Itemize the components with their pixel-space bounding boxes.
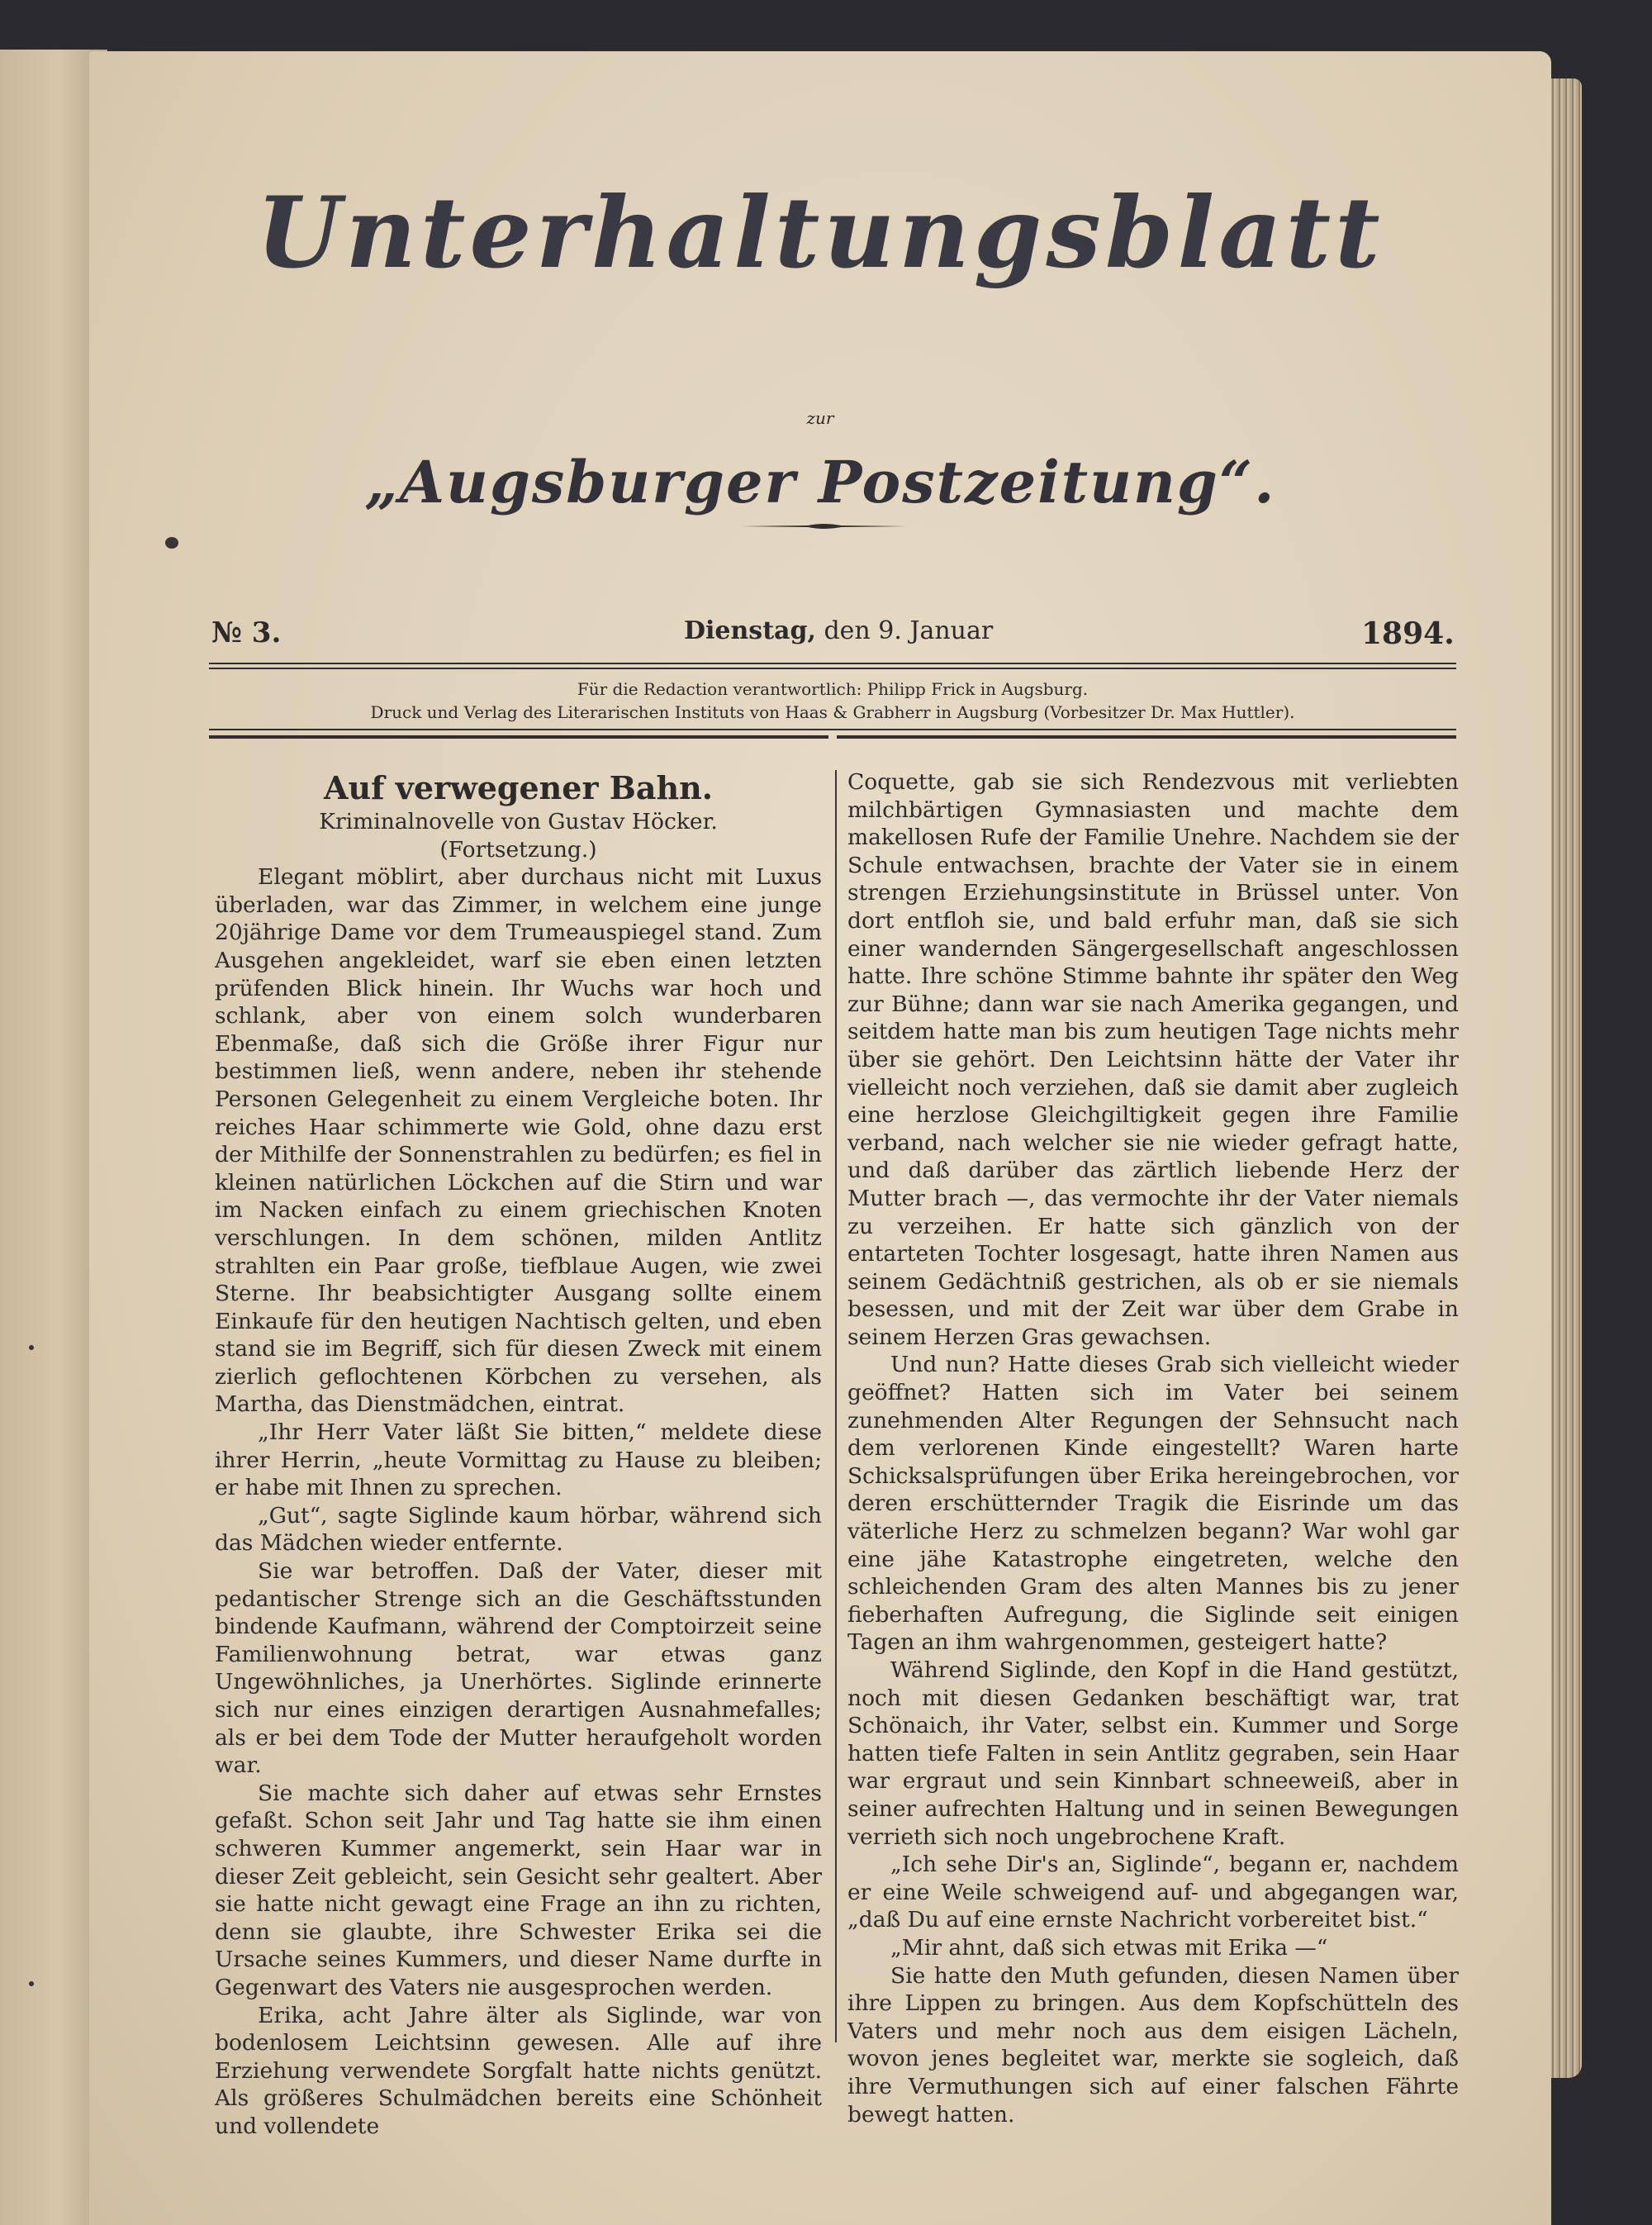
ornament-divider: [742, 521, 907, 532]
column-rule-right: [837, 735, 1456, 739]
issue-year: 1894.: [1361, 616, 1455, 651]
masthead-title: Unterhaltungsblatt: [256, 175, 1384, 290]
issue-date: [684, 616, 993, 645]
masthead-subtitle: „Augsburger Postzeitung“.: [364, 448, 1276, 516]
paragraph: Sie machte sich daher auf etwas sehr Ernstes gefaßt. Schon seit Jahr und Tag hatte sie ihm einen schweren Kummer angemerkt, sein Haar war in dieser Zeit gebleicht, sein Gesicht sehr gealtert. Aber sie hatte nicht gewagt eine Frage an ihn zu richten, denn sie glaubte, ihre Schwester Erika sei die Ursache seines Kummers, und dieser Name durfte in Gegenwart des Vaters nie ausgesprochen werden.: [215, 1780, 822, 2000]
paragraph: Sie war betroffen. Daß der Vater, dieser mit pedantischer Strenge sich an die Geschäftsstunden bindende Kaufmann, während der Comptoirzeit seine Familienwohnung betrat, war etwas ganz Ungewöhnliches, ja Unerhörtes. Siglinde erinnerte sich nur eines einzigen derartigen Ausnahmefalles; als er bei dem Tode der Mutter heraufgeholt worden war.: [215, 1558, 822, 1779]
paragraph: Coquette, gab sie sich Rendezvous mit verliebten milchbärtigen Gymnasiasten und machte dem makellosen Rufe der Familie Unehre. Nachdem sie der Schule entwachsen, brachte der Vater sie in einem strengen Erziehungsinstitute in Brüssel unter. Von dort entfloh sie, und bald erfuhr man, daß sie sich einer wandernden Sängergesellschaft angeschlossen hatte. Ihre schöne Stimme bahnte ihr später den Weg zur Bühne; dann war sie nach Amerika gegangen, und seitdem hatte man bis zum heutigen Tage nichts mehr über sie gehört. Den Leichtsinn hätte der Vater ihr vielleicht noch verziehen, daß sie damit aber zugleich eine herzlose Gleichgiltigkeit gegen ihre Familie verband, nach welcher sie nie wieder gefragt hatte, und daß darüber das zärtlich liebende Herz der Mutter brach —, das vermochte ihr der Vater niemals zu verzeihen. Er hatte sich gänzlich von der entarteten Tochter losgesagt, hatte ihren Namen aus seinem Gedächtniß gestrichen, als ob er sie niemals besessen, und mit der Zeit war über dem Grabe in seinem Herzen Gras gewachsen.: [847, 769, 1459, 1350]
paragraph: Und nun? Hatte dieses Grab sich vielleicht wieder geöffnet? Hatten sich im Vater bei seinem zunehmenden Alter Regungen der Sehnsucht nach dem verlorenen Kinde eingestellt? Waren harte Schicksalsprüfungen über Erika hereingebrochen, vor deren erschütternder Tragik die Eisrinde um das väterliche Herz zu schmelzen begann? War wohl gar eine jähe Katastrophe eingetreten, welche den schleichenden Gram des alten Mannes bis zu jener fieberhaften Aufregung, die Siglinde seit einigen Tagen an ihm wahrgenommen, gesteigert hatte?: [847, 1352, 1459, 1656]
publisher-credit: Druck und Verlag des Literarischen Instituts von Haas & Grabherr in Augsburg (Vorbesitzer Dr. Max Huttler).: [370, 702, 1295, 722]
masthead-zur: zur: [806, 408, 834, 428]
paragraph: „Gut“, sagte Siglinde kaum hörbar, während sich das Mädchen wieder entfernte.: [215, 1502, 822, 1557]
column-rule-left: [209, 735, 828, 739]
paragraph: „Mir ahnt, daß sich etwas mit Erika —“: [890, 1934, 1328, 1961]
column-divider: [835, 770, 837, 2042]
story-subtitle: Kriminalnovelle von Gustav Höcker.: [319, 809, 718, 834]
editor-credit: Für die Redaction verantwortlich: Philipp Frick in Augsburg.: [577, 679, 1089, 699]
issue-number: № 3.: [211, 616, 282, 649]
issue-weekday: Dienstag,: [684, 616, 816, 645]
paragraph: Elegant möblirt, aber durchaus nicht mit Luxus überladen, war das Zimmer, in welchem eine junge 20jährige Dame vor dem Trumeauspiegel stand. Zum Ausgehen angekleidet, warf sie eben einen letzten prüfenden Blick hinein. Ihr Wuchs war hoch und schlank, aber von einem solch wunderbaren Ebenmaße, daß sich die Größe ihrer Figur nur bestimmen ließ, wenn andere, neben ihr stehende Personen Gelegenheit zu einem Vergleiche boten. Ihr reiches Haar schimmerte wie Gold, ohne dazu erst der Mithilfe der Sonnenstrahlen zu bedürfen; es fiel in kleinen natürlichen Löckchen auf die Stirn und war im Nacken einfach zu einem griechischen Knoten verschlungen. In dem schönen, milden Antlitz strahlten ein Paar große, tiefblaue Augen, wie zwei Sterne. Ihr beabsichtigter Ausgang sollte einem Einkaufe für den heutigen Nachtisch gelten, und eben stand sie im Begriff, sich für diesen Zweck mit einem zierlich geflochtenen Körbchen zu versehen, als Martha, das Dienstmädchen, eintrat.: [215, 864, 822, 1418]
margin-dot: [29, 1345, 34, 1350]
issue-day: den 9. Januar: [824, 616, 994, 645]
newspaper-page: [89, 51, 1551, 2225]
ink-mark: [165, 537, 178, 549]
margin-dot: [29, 1981, 34, 1986]
header-rule: [209, 729, 1456, 730]
paragraph: Sie hatte den Muth gefunden, diesen Namen über ihre Lippen zu bringen. Aus dem Kopfschütteln des Vaters und mehr noch aus dem eisigen Lächeln, wovon jenes begleitet war, merkte sie sogleich, daß ihre Vermuthungen sich auf einer falschen Fährte bewegt hatten.: [847, 1962, 1459, 2128]
paragraph: „Ich sehe Dir's an, Siglinde“, begann er, nachdem er eine Weile schweigend auf- und abgegangen war, „daß Du auf eine ernste Nachricht vorbereitet bist.“: [847, 1852, 1459, 1933]
story-title: Auf verwegener Bahn.: [324, 769, 713, 806]
paragraph: Während Siglinde, den Kopf in die Hand gestützt, noch mit diesen Gedanken beschäftigt war, trat Schönaich, ihr Vater, selbst ein. Kummer und Sorge hatten tiefe Falten in sein Antlitz gegraben, sein Haar war ergraut und sein Kinnbart schneeweiß, aber in seiner aufrechten Haltung und in seinen Bewegungen verrieth sich noch ungebrochene Kraft.: [847, 1657, 1459, 1850]
paragraph: „Ihr Herr Vater läßt Sie bitten,“ meldete diese ihrer Herrin, „heute Vormittag zu Hause zu bleiben; er habe mit Ihnen zu sprechen.: [215, 1419, 822, 1501]
text-column-right: [847, 768, 1459, 2128]
text-column-left: [215, 770, 822, 2141]
header-rule: [209, 668, 1456, 669]
story-continuation: (Fortsetzung.): [439, 836, 597, 863]
paragraph: Erika, acht Jahre älter als Siglinde, war von bodenlosem Leichtsinn gewesen. Alle auf ihre Erziehung verwendete Sorgfalt hatte nichts genützt. Als größeres Schulmädchen bereits eine Schönheit und vollendete: [215, 2002, 822, 2139]
header-rule: [209, 663, 1456, 664]
